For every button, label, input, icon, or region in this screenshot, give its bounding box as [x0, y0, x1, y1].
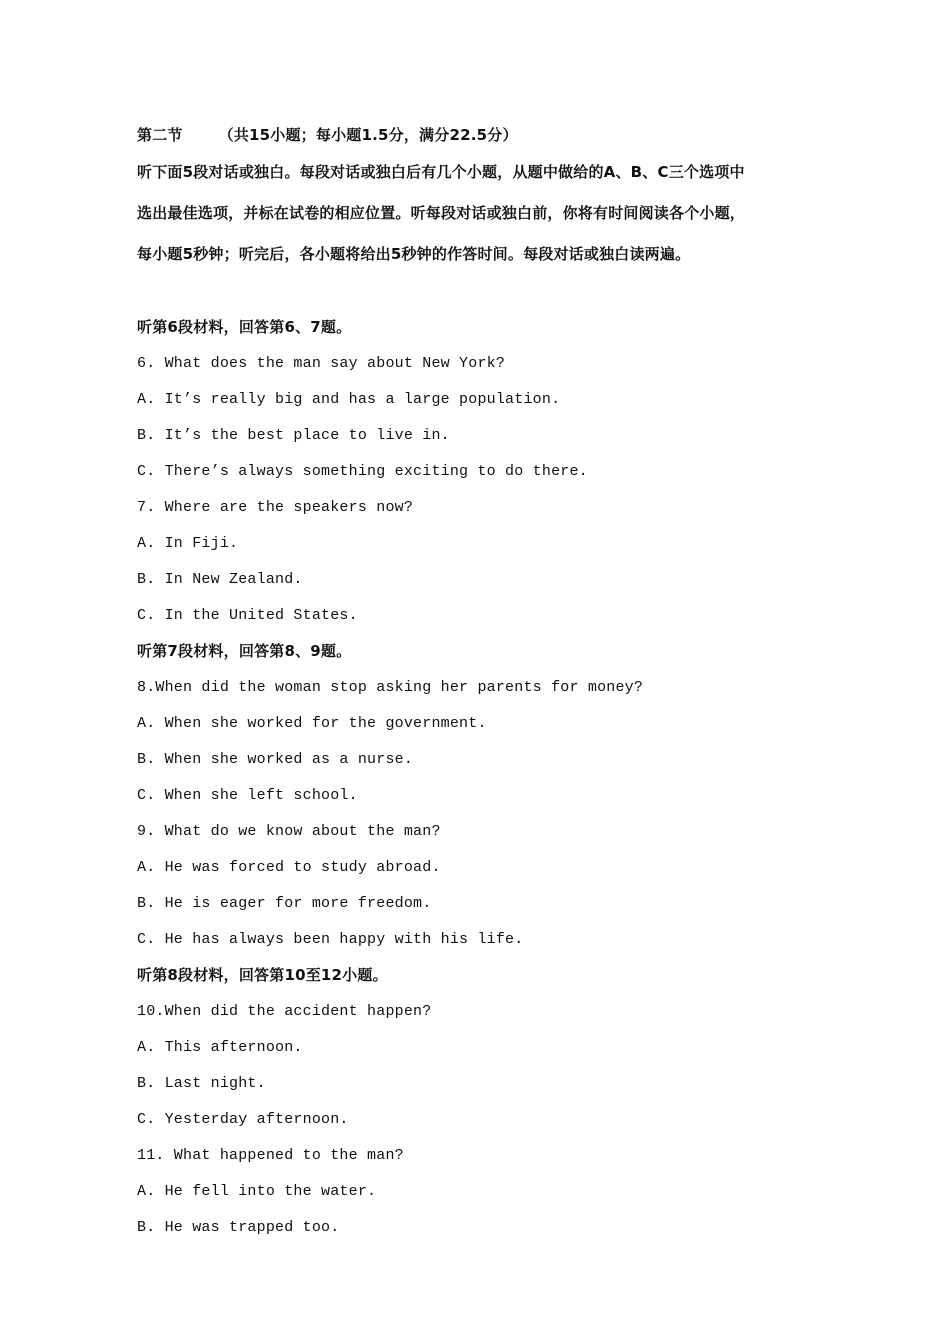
- question-line: B. Last night.: [137, 1075, 266, 1092]
- section-header: [137, 128, 518, 143]
- question-line: 6. What does the man say about New York?: [137, 355, 506, 372]
- question-line: C. When she left school.: [137, 787, 358, 804]
- instruction-line-1: 听下面5段对话或独白。每段对话或独白后有几个小题，从题中做给的A、B、C三个选项中: [137, 163, 745, 181]
- question-line: A. When she worked for the government.: [137, 715, 487, 732]
- question-line: 11. What happened to the man?: [137, 1147, 404, 1164]
- question-line: C. He has always been happy with his life.: [137, 931, 524, 948]
- question-line: C. In the United States.: [137, 607, 358, 624]
- question-line: A. In Fiji.: [137, 535, 239, 552]
- question-line: B. In New Zealand.: [137, 571, 303, 588]
- question-line: A. It’s really big and has a large population.: [137, 391, 561, 408]
- question-line: B. When she worked as a nurse.: [137, 751, 414, 768]
- question-line: A. This afternoon.: [137, 1039, 303, 1056]
- question-line: 9. What do we know about the man?: [137, 823, 441, 840]
- question-line: C. Yesterday afternoon.: [137, 1111, 349, 1128]
- question-line: A. He was forced to study abroad.: [137, 859, 441, 876]
- question-line: 7. Where are the speakers now?: [137, 499, 414, 516]
- section-heading: 听第8段材料，回答第10至12小题。: [137, 966, 388, 984]
- instruction-line-3: 每小题5秒钟；听完后，各小题将给出5秒钟的作答时间。每段对话或独白读两遍。: [137, 245, 691, 263]
- section-title: 第二节: [137, 126, 183, 144]
- question-line: B. It’s the best place to live in.: [137, 427, 450, 444]
- section-heading: 听第7段材料，回答第8、9题。: [137, 642, 352, 660]
- question-line: C. There’s always something exciting to do there.: [137, 463, 588, 480]
- question-line: B. He is eager for more freedom.: [137, 895, 432, 912]
- section-heading: 听第6段材料，回答第6、7题。: [137, 318, 352, 336]
- section-note: （共15小题；每小题1.5分，满分22.5分）: [218, 126, 518, 144]
- question-line: B. He was trapped too.: [137, 1219, 340, 1236]
- question-line: 10.When did the accident happen?: [137, 1003, 432, 1020]
- question-line: 8.When did the woman stop asking her parents for money?: [137, 679, 644, 696]
- question-line: A. He fell into the water.: [137, 1183, 377, 1200]
- instruction-line-2: 选出最佳选项，并标在试卷的相应位置。听每段对话或独白前，你将有时间阅读各个小题，: [137, 204, 746, 222]
